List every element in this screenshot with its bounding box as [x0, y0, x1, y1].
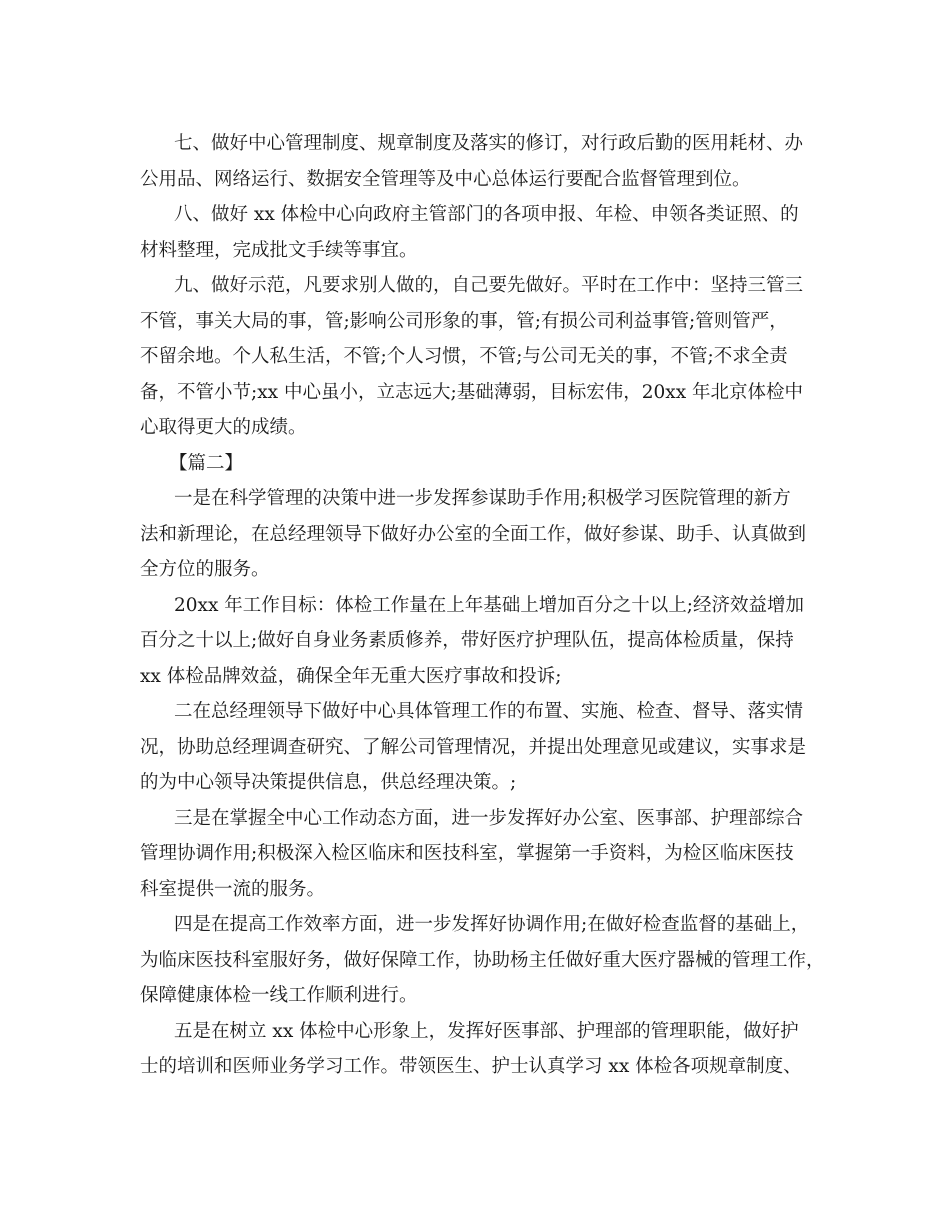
text-line: 为临床医技科室服好务，做好保障工作，协助杨主任做好重大医疗器械的管理工作， [140, 949, 825, 971]
text-line: 八、做好 xx 体检中心向政府主管部门的各项申报、年检、申领各类证照、的 [174, 204, 799, 225]
text-line: 不管，事关大局的事，管;影响公司形象的事，管;有损公司利益事管;管则管严， [140, 310, 788, 332]
text-line: 二在总经理领导下做好中心具体管理工作的布置、实施、检查、督导、落实情 [174, 701, 804, 722]
text-line: 管理协调作用;积极深入检区临床和医技科室，掌握第一手资料，为检区临床医技 [140, 843, 794, 864]
text-line: 况，协助总经理调查研究、了解公司管理情况，并提出处理意见或建议，实事求是 [140, 736, 807, 758]
text-line: 九、做好示范，凡要求别人做的，自己要先做好。平时在工作中：坚持三管三 [174, 275, 804, 296]
text-line: 一是在科学管理的决策中进一步发挥参谋助手作用;积极学习医院管理的新方 [174, 488, 791, 509]
text-line: 四是在提高工作效率方面，进一步发挥好协调作用;在做好检查监督的基础上， [174, 914, 810, 935]
text-line: 七、做好中心管理制度、规章制度及落实的修订，对行政后勤的医用耗材、办 [174, 133, 804, 154]
text-line: 五是在树立 xx 体检中心形象上，发挥好医事部、护理部的管理职能，做好护 [174, 1020, 799, 1042]
text-line: 三是在掌握全中心工作动态方面，进一步发挥好办公室、医事部、护理部综合 [174, 807, 804, 829]
text-line: 20xx 年工作目标：体检工作量在上年基础上增加百分之十以上;经济效益增加 [174, 594, 805, 616]
text-line: 士的培训和医师业务学习工作。带领医生、护士认真学习 xx 体检各项规章制度、 [140, 1056, 802, 1077]
document-body [140, 126, 830, 1085]
text-line: xx 体检品牌效益，确保全年无重大医疗事故和投诉; [140, 665, 562, 687]
text-line: 心取得更大的成绩。 [140, 417, 307, 438]
text-line: 不留余地。个人私生活，不管;个人习惯，不管;与公司无关的事，不管;不求全责 [140, 346, 788, 367]
text-line: 材料整理，完成批文手续等事宜。 [140, 239, 418, 261]
section-heading: 【篇二】 [169, 452, 244, 474]
text-line: 全方位的服务。 [140, 559, 270, 580]
text-line: 公用品、网络运行、数据安全管理等及中心总体运行要配合监督管理到位。 [140, 168, 751, 190]
text-line: 备，不管小节;xx 中心虽小，立志远大;基础薄弱，目标宏伟，20xx 年北京体检中 [140, 381, 804, 403]
text-line: 保障健康体检一线工作顺利进行。 [140, 985, 418, 1006]
text-line: 法和新理论，在总经理领导下做好办公室的全面工作，做好参谋、助手、认真做到 [140, 523, 807, 545]
text-line: 的为中心领导决策提供信息，供总经理决策。; [140, 772, 517, 793]
text-line: 科室提供一流的服务。 [140, 878, 326, 900]
text-line: 百分之十以上;做好自身业务素质修养，带好医疗护理队伍，提高体检质量，保持 [140, 630, 794, 651]
